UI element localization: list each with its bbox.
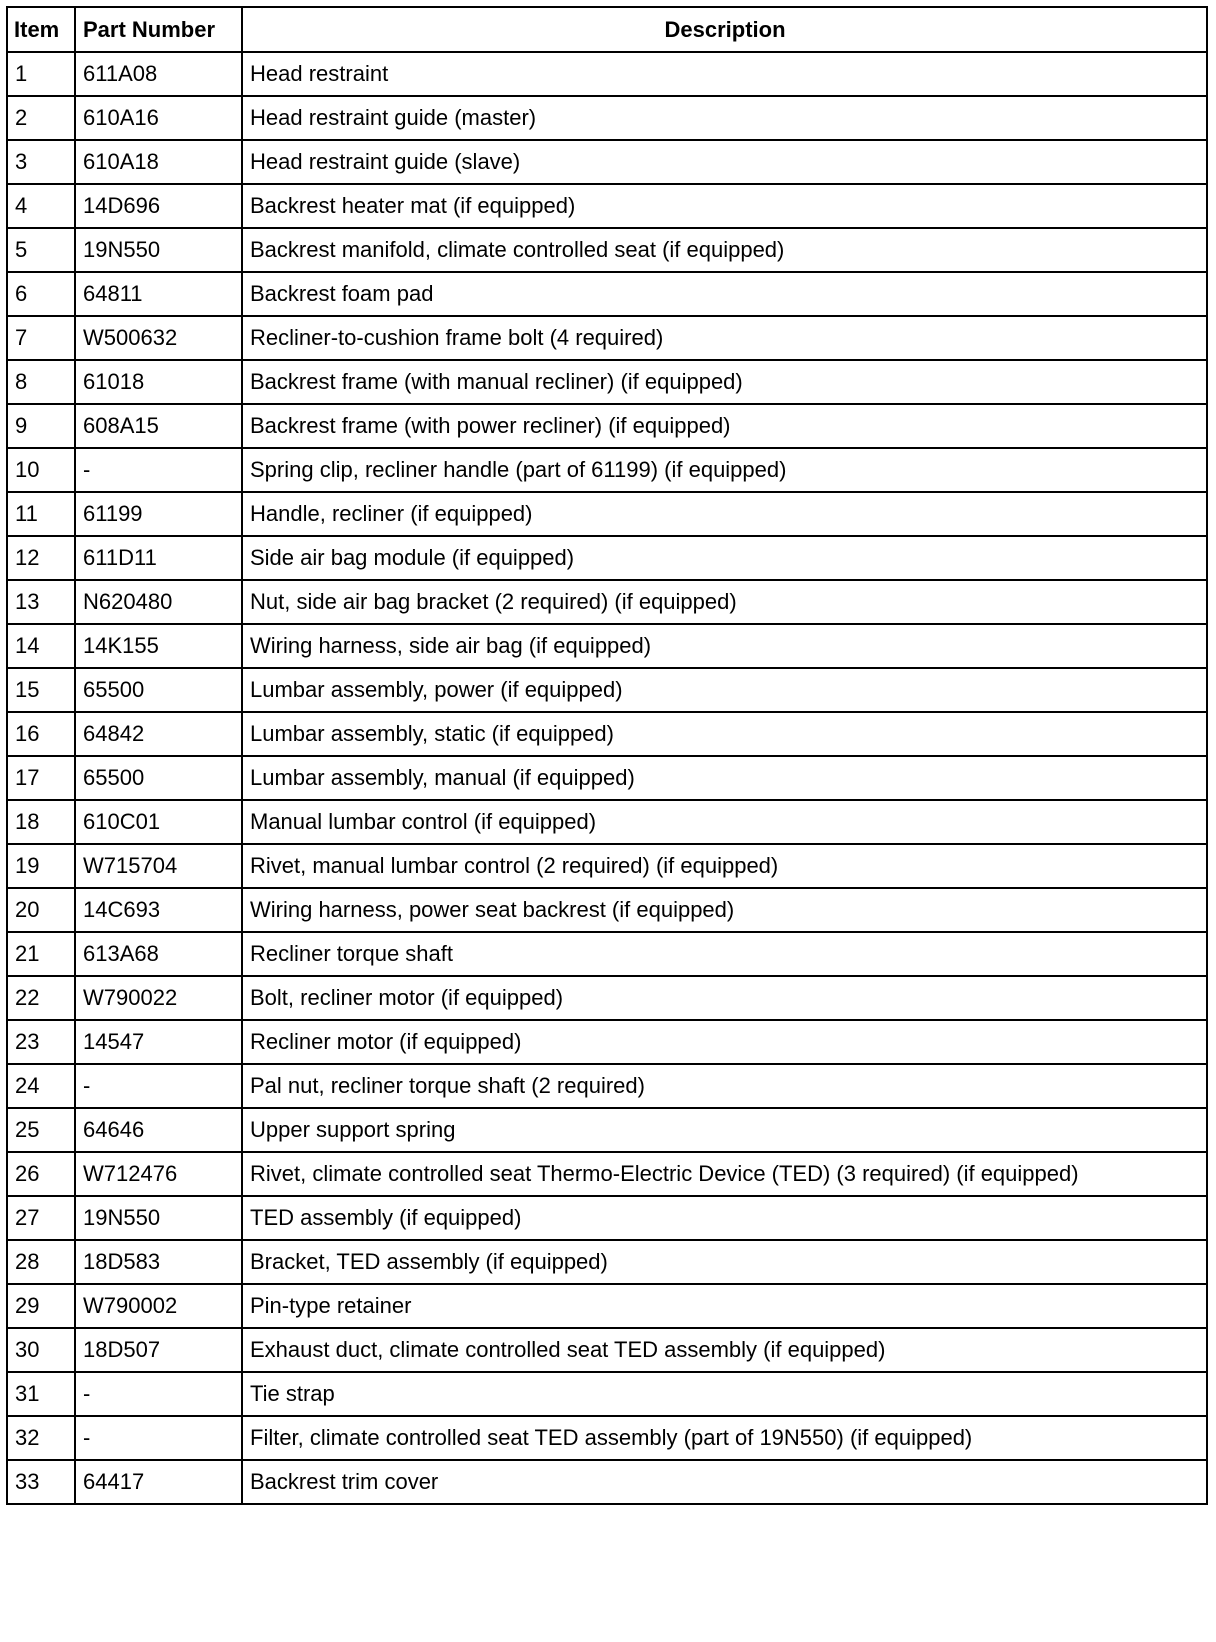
parts-table xyxy=(6,6,1208,1505)
part-number-cell: 611A08 xyxy=(75,52,242,96)
description-cell: Backrest frame (with power recliner) (if equipped) xyxy=(242,404,1207,448)
item-cell: 22 xyxy=(7,976,75,1020)
item-cell: 32 xyxy=(7,1416,75,1460)
table-row xyxy=(7,272,1207,316)
table-row xyxy=(7,1196,1207,1240)
description-cell: Backrest trim cover xyxy=(242,1460,1207,1504)
item-cell: 26 xyxy=(7,1152,75,1196)
part-number-cell: 19N550 xyxy=(75,1196,242,1240)
table-row xyxy=(7,624,1207,668)
part-number-cell: N620480 xyxy=(75,580,242,624)
description-cell: Head restraint guide (slave) xyxy=(242,140,1207,184)
part-number-cell: 14547 xyxy=(75,1020,242,1064)
part-number-cell: 64842 xyxy=(75,712,242,756)
description-cell: Backrest heater mat (if equipped) xyxy=(242,184,1207,228)
table-row xyxy=(7,1240,1207,1284)
item-cell: 4 xyxy=(7,184,75,228)
part-number-cell: 611D11 xyxy=(75,536,242,580)
column-header-part-number: Part Number xyxy=(75,7,242,52)
part-number-cell: W500632 xyxy=(75,316,242,360)
description-cell: Bracket, TED assembly (if equipped) xyxy=(242,1240,1207,1284)
item-cell: 3 xyxy=(7,140,75,184)
table-row xyxy=(7,844,1207,888)
description-cell: Filter, climate controlled seat TED assembly (part of 19N550) (if equipped) xyxy=(242,1416,1207,1460)
item-cell: 19 xyxy=(7,844,75,888)
table-row xyxy=(7,52,1207,96)
column-header-description: Description xyxy=(242,7,1207,52)
parts-table-header xyxy=(7,7,1207,52)
description-cell: Exhaust duct, climate controlled seat TED assembly (if equipped) xyxy=(242,1328,1207,1372)
description-cell: Backrest frame (with manual recliner) (if equipped) xyxy=(242,360,1207,404)
item-cell: 17 xyxy=(7,756,75,800)
table-row xyxy=(7,1152,1207,1196)
column-header-item: Item xyxy=(7,7,75,52)
table-row xyxy=(7,888,1207,932)
part-number-cell: - xyxy=(75,1064,242,1108)
table-row xyxy=(7,228,1207,272)
description-cell: Side air bag module (if equipped) xyxy=(242,536,1207,580)
item-cell: 25 xyxy=(7,1108,75,1152)
item-cell: 11 xyxy=(7,492,75,536)
item-cell: 20 xyxy=(7,888,75,932)
description-cell: Nut, side air bag bracket (2 required) (if equipped) xyxy=(242,580,1207,624)
table-row xyxy=(7,316,1207,360)
table-row xyxy=(7,668,1207,712)
part-number-cell: 18D507 xyxy=(75,1328,242,1372)
description-cell: Bolt, recliner motor (if equipped) xyxy=(242,976,1207,1020)
description-cell: Rivet, climate controlled seat Thermo-Electric Device (TED) (3 required) (if equipped) xyxy=(242,1152,1207,1196)
table-row xyxy=(7,404,1207,448)
part-number-cell: 64811 xyxy=(75,272,242,316)
description-cell: Head restraint xyxy=(242,52,1207,96)
table-row xyxy=(7,140,1207,184)
description-cell: Backrest manifold, climate controlled seat (if equipped) xyxy=(242,228,1207,272)
part-number-cell: 61018 xyxy=(75,360,242,404)
part-number-cell: W715704 xyxy=(75,844,242,888)
part-number-cell: 64646 xyxy=(75,1108,242,1152)
table-row xyxy=(7,1328,1207,1372)
description-cell: Recliner-to-cushion frame bolt (4 required) xyxy=(242,316,1207,360)
item-cell: 12 xyxy=(7,536,75,580)
item-cell: 24 xyxy=(7,1064,75,1108)
item-cell: 27 xyxy=(7,1196,75,1240)
item-cell: 28 xyxy=(7,1240,75,1284)
part-number-cell: 19N550 xyxy=(75,228,242,272)
description-cell: Recliner torque shaft xyxy=(242,932,1207,976)
item-cell: 2 xyxy=(7,96,75,140)
table-row xyxy=(7,536,1207,580)
item-cell: 18 xyxy=(7,800,75,844)
table-row xyxy=(7,1416,1207,1460)
table-row xyxy=(7,448,1207,492)
part-number-cell: 65500 xyxy=(75,668,242,712)
table-row xyxy=(7,712,1207,756)
item-cell: 29 xyxy=(7,1284,75,1328)
part-number-cell: 14C693 xyxy=(75,888,242,932)
description-cell: Handle, recliner (if equipped) xyxy=(242,492,1207,536)
description-cell: Lumbar assembly, power (if equipped) xyxy=(242,668,1207,712)
part-number-cell: 64417 xyxy=(75,1460,242,1504)
item-cell: 15 xyxy=(7,668,75,712)
description-cell: TED assembly (if equipped) xyxy=(242,1196,1207,1240)
description-cell: Pal nut, recliner torque shaft (2 required) xyxy=(242,1064,1207,1108)
part-number-cell: 65500 xyxy=(75,756,242,800)
table-row xyxy=(7,184,1207,228)
description-cell: Manual lumbar control (if equipped) xyxy=(242,800,1207,844)
table-row xyxy=(7,492,1207,536)
description-cell: Recliner motor (if equipped) xyxy=(242,1020,1207,1064)
description-cell: Rivet, manual lumbar control (2 required) (if equipped) xyxy=(242,844,1207,888)
part-number-cell: 610A16 xyxy=(75,96,242,140)
part-number-cell: - xyxy=(75,1372,242,1416)
part-number-cell: 610A18 xyxy=(75,140,242,184)
table-row xyxy=(7,756,1207,800)
part-number-cell: - xyxy=(75,448,242,492)
part-number-cell: 14K155 xyxy=(75,624,242,668)
item-cell: 10 xyxy=(7,448,75,492)
table-row xyxy=(7,800,1207,844)
item-cell: 6 xyxy=(7,272,75,316)
part-number-cell: W790022 xyxy=(75,976,242,1020)
table-row xyxy=(7,976,1207,1020)
description-cell: Spring clip, recliner handle (part of 61199) (if equipped) xyxy=(242,448,1207,492)
item-cell: 30 xyxy=(7,1328,75,1372)
item-cell: 7 xyxy=(7,316,75,360)
table-row xyxy=(7,1064,1207,1108)
item-cell: 14 xyxy=(7,624,75,668)
part-number-cell: 613A68 xyxy=(75,932,242,976)
part-number-cell: 608A15 xyxy=(75,404,242,448)
description-cell: Upper support spring xyxy=(242,1108,1207,1152)
part-number-cell: - xyxy=(75,1416,242,1460)
description-cell: Wiring harness, side air bag (if equipped) xyxy=(242,624,1207,668)
table-row xyxy=(7,1460,1207,1504)
item-cell: 31 xyxy=(7,1372,75,1416)
table-row xyxy=(7,96,1207,140)
description-cell: Lumbar assembly, manual (if equipped) xyxy=(242,756,1207,800)
item-cell: 9 xyxy=(7,404,75,448)
item-cell: 33 xyxy=(7,1460,75,1504)
table-row xyxy=(7,1284,1207,1328)
item-cell: 23 xyxy=(7,1020,75,1064)
description-cell: Head restraint guide (master) xyxy=(242,96,1207,140)
part-number-cell: 14D696 xyxy=(75,184,242,228)
table-row xyxy=(7,360,1207,404)
part-number-cell: 18D583 xyxy=(75,1240,242,1284)
table-row xyxy=(7,932,1207,976)
part-number-cell: 61199 xyxy=(75,492,242,536)
description-cell: Pin-type retainer xyxy=(242,1284,1207,1328)
item-cell: 5 xyxy=(7,228,75,272)
parts-table-body xyxy=(7,52,1207,1504)
item-cell: 1 xyxy=(7,52,75,96)
table-row xyxy=(7,580,1207,624)
item-cell: 13 xyxy=(7,580,75,624)
item-cell: 21 xyxy=(7,932,75,976)
item-cell: 16 xyxy=(7,712,75,756)
header-row xyxy=(7,7,1207,52)
part-number-cell: 610C01 xyxy=(75,800,242,844)
part-number-cell: W712476 xyxy=(75,1152,242,1196)
description-cell: Backrest foam pad xyxy=(242,272,1207,316)
part-number-cell: W790002 xyxy=(75,1284,242,1328)
item-cell: 8 xyxy=(7,360,75,404)
table-row xyxy=(7,1372,1207,1416)
table-row xyxy=(7,1108,1207,1152)
description-cell: Tie strap xyxy=(242,1372,1207,1416)
table-row xyxy=(7,1020,1207,1064)
description-cell: Wiring harness, power seat backrest (if equipped) xyxy=(242,888,1207,932)
description-cell: Lumbar assembly, static (if equipped) xyxy=(242,712,1207,756)
